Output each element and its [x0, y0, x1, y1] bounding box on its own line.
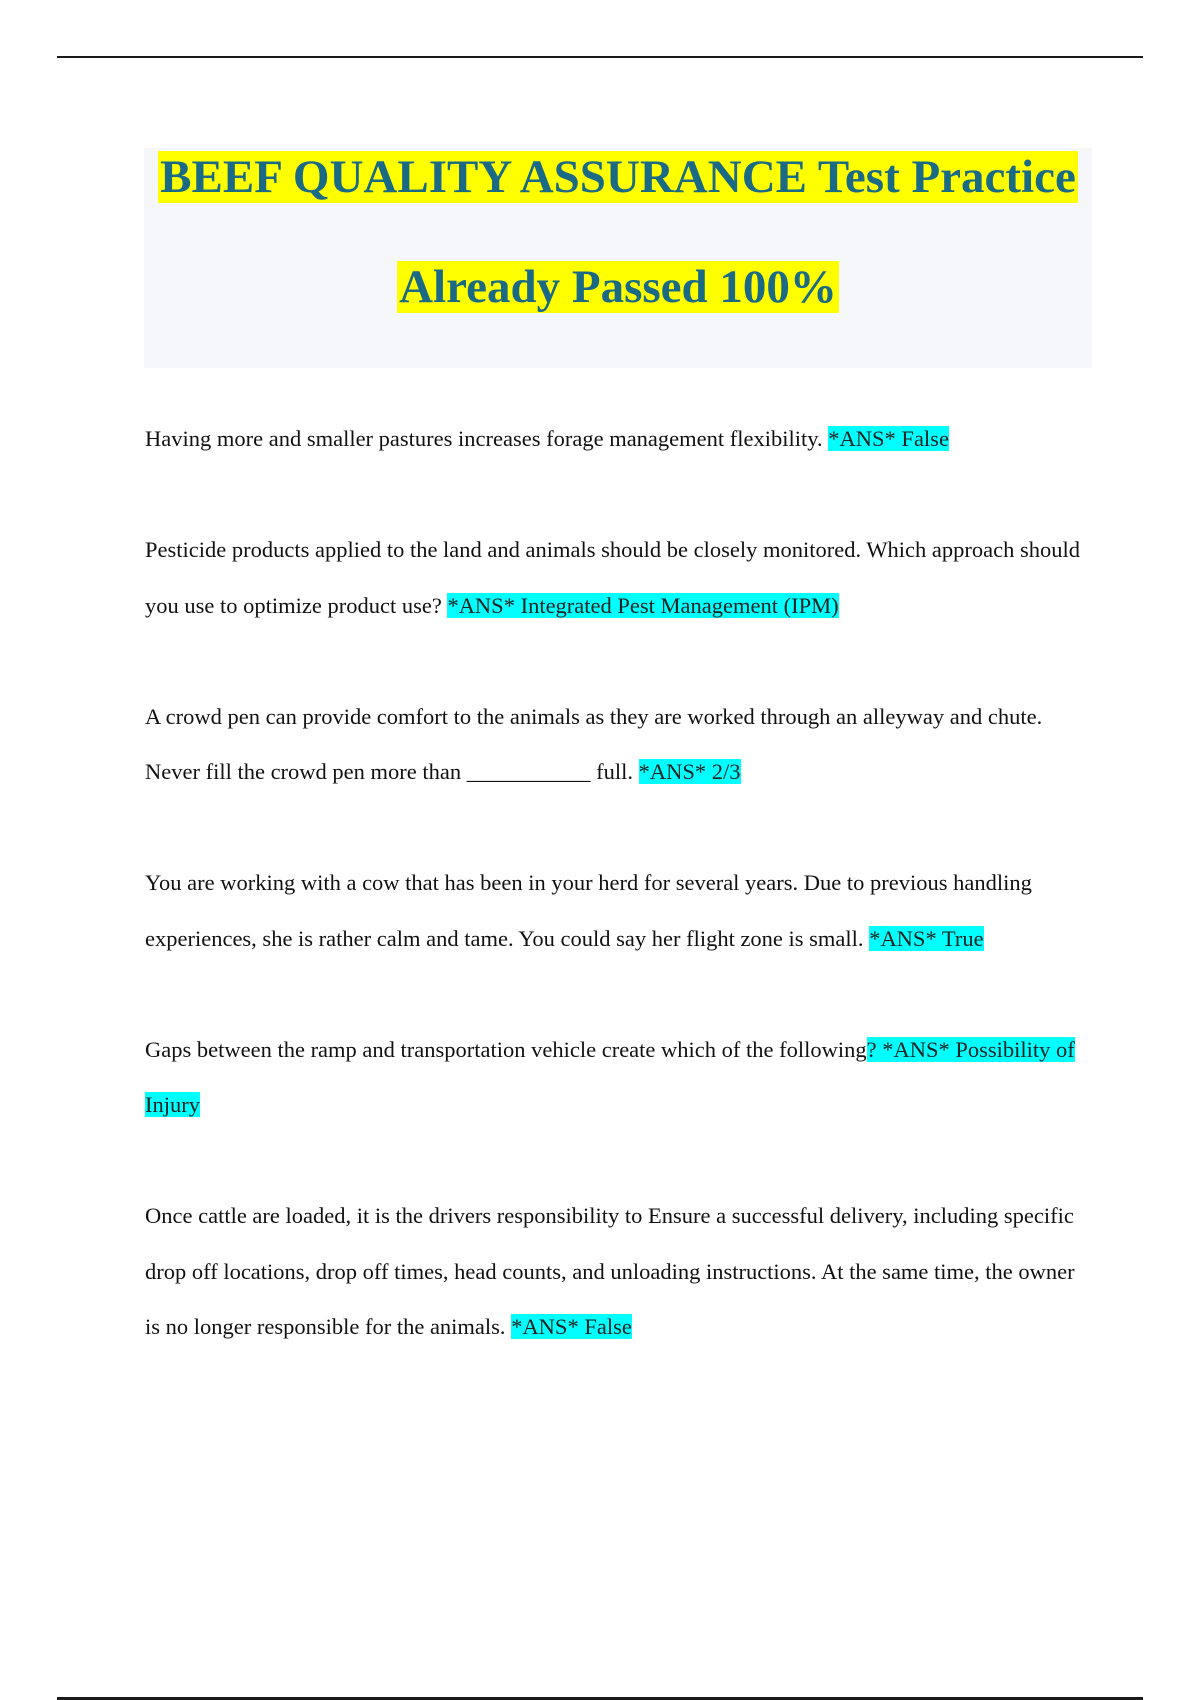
document-title-line-1 [144, 148, 1092, 206]
document-title-line-2 [144, 258, 1092, 316]
question-item [145, 411, 1090, 467]
answer-highlight: *ANS* False [511, 1314, 632, 1339]
answer-highlight: *ANS* True [869, 925, 984, 951]
question-text: You are working with a cow that has been in your herd for several years. Due to previous handling experiences, she is rather calm and tame. You could say her flight zone is small. [145, 870, 1032, 951]
question-text: Having more and smaller pastures increases forage management flexibility. [145, 426, 829, 451]
question-item [145, 855, 1090, 966]
question-text: Gaps between the ramp and transportation vehicle create which of the following [145, 1036, 867, 1062]
top-rule [57, 56, 1143, 58]
question-item [145, 522, 1090, 633]
question-text: Once cattle are loaded, it is the drivers responsibility to Ensure a successful delivery, including specific drop off locations, drop off times, head counts, and unloading instructions. At the same time, the owner is no longer responsible for the animals. [145, 1203, 1075, 1339]
question-text: A crowd pen can provide comfort to the animals as they are worked through an alleyway and chute. Never fill the crowd pen more than ___________ full. [145, 703, 1043, 784]
question-item [145, 1022, 1090, 1133]
answer-highlight: ? *ANS* Possibility of Injury [145, 1036, 1075, 1117]
answer-highlight: *ANS* Integrated Pest Management (IPM) [447, 592, 839, 618]
answer-highlight: *ANS* False [828, 426, 949, 451]
question-text: Pesticide products applied to the land and animals should be closely monitored. Which approach should you use to optimize product use? [145, 537, 1081, 618]
title-block [144, 148, 1092, 368]
question-item [145, 689, 1090, 800]
title-line-1-text: BEEF QUALITY ASSURANCE Test Practice [160, 151, 1076, 203]
answer-highlight: *ANS* 2/3 [638, 759, 741, 784]
question-item [145, 1188, 1090, 1355]
title-line-2-text: Already Passed 100% [399, 261, 837, 313]
question-list [145, 411, 1090, 1410]
